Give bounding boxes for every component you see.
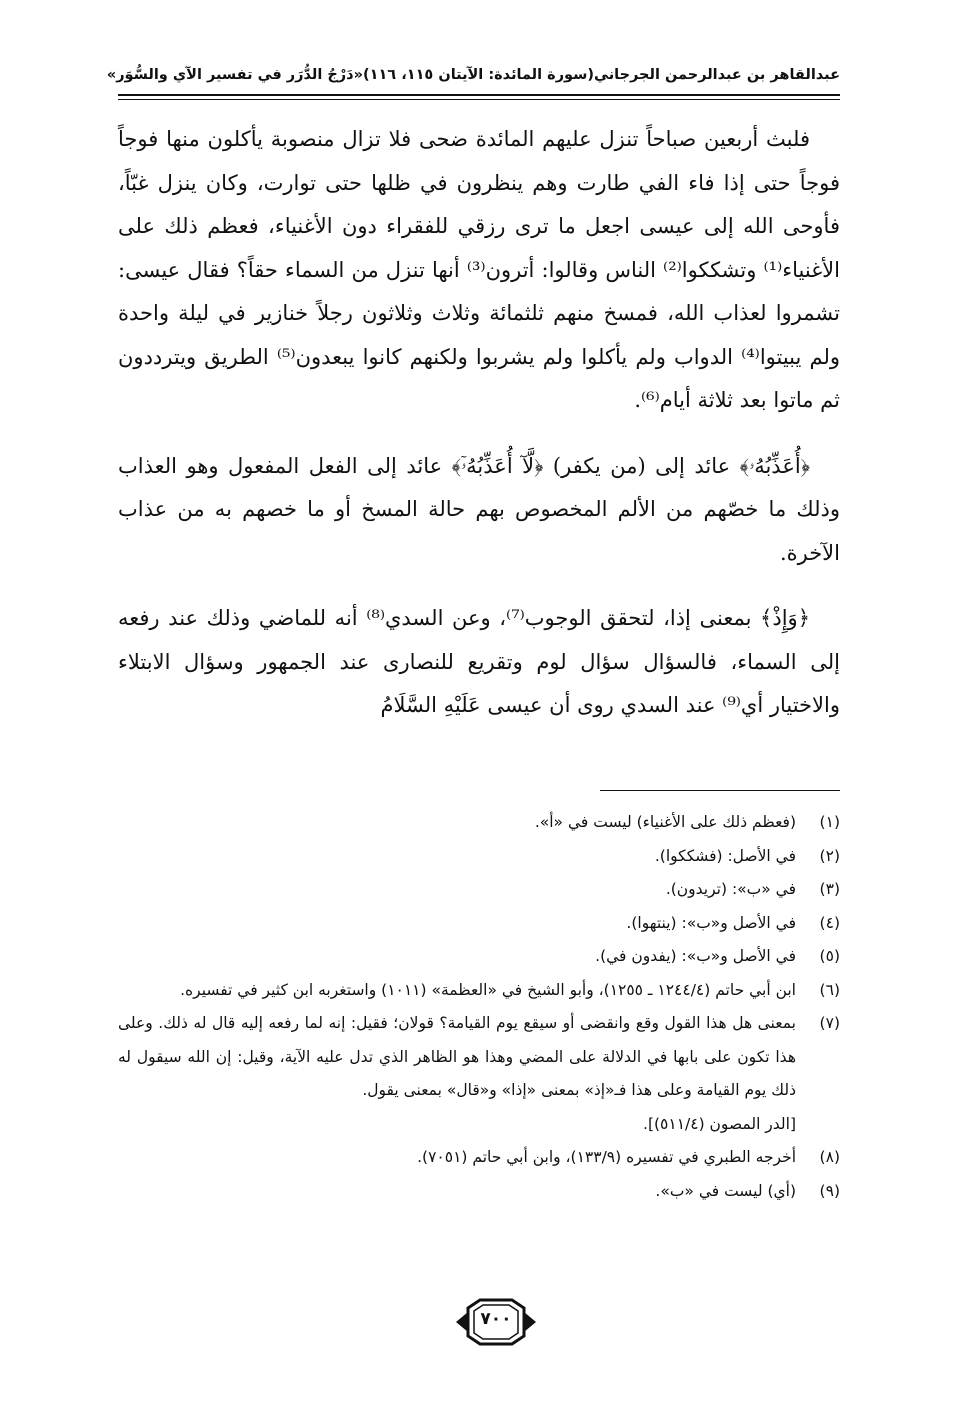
footnote-text: ابن أبي حاتم (١٢٤٤/٤ ـ ١٢٥٥)، وأبو الشيخ في «العظمة» (١٠١١) واستغربه ابن كثير في تفسيره.	[180, 980, 796, 999]
header-rule-thin	[118, 99, 840, 100]
footnote-source: [الدر المصون (٥١١/٤)].	[643, 1114, 796, 1133]
footnote-text-block	[118, 1007, 796, 1141]
header-book-title: «دَرْجُ الدُّرَر في تفسير الآي والسُّوَر»	[106, 67, 363, 83]
footnote-number: (٢)	[819, 846, 840, 865]
footnote-text: (فعظم ذلك على الأغنياء) ليست في «أ».	[534, 813, 796, 831]
header-rule	[118, 94, 840, 96]
footnote-text: في الأصل: (فشككوا).	[654, 846, 796, 865]
main-text	[118, 118, 840, 728]
footnote-text: بمعنى هل هذا القول وقع وانقضى أو سيقع يوم القيامة؟ قولان؛ فقيل: إنه لما رفعه إليه قال له ذلك. وعلى هذا تكون على بابها في الدلالة على المضي وهذا هو الظاهر الذي تدل عليه الآية، وقيل: إن الله سيقول له ذلك يوم القيامة وعلى هذا فـ«إذ» بمعنى «إذا» و«قال» بمعنى يقول.	[118, 1014, 796, 1099]
footnote-number: (٤)	[819, 913, 840, 932]
footnote-item	[118, 974, 840, 1008]
paragraph-1: فلبث أربعين صباحاً تنزل عليهم المائدة ضحى فلا تزال منصوبة يأكلون منها فوجاً فوجاً حتى إذا فاء الفي طارت وهم ينظرون في ظلها حتى توارت، وكان ينزل غبّاً، فأوحى الله إلى عيسى اجعل ما ترى رزقي للفقراء دون الأغنياء، فعظم ذلك على الأغنياء⁽¹⁾ وتشككوا⁽²⁾ الناس وقالوا: أترون⁽³⁾ أنها تنزل من السماء حقاً؟ فقال عيسى: تشمروا لعذاب الله، فمسخ منهم ثلثمائة وثلاث وثلاثون رجلاً خنازير في ليلة واحدة ولم يبيتوا⁽⁴⁾ الدواب ولم يأكلوا ولم يشربوا ولكنهم كانوا يبعدون⁽⁵⁾ الطريق ويترددون ثم ماتوا بعد ثلاثة أيام⁽⁶⁾.	[118, 127, 840, 412]
page-number-ornament	[454, 1298, 538, 1346]
footnote-text: في الأصل و«ب»: (ينتهوا).	[626, 913, 796, 932]
footnotes-list	[118, 806, 840, 1208]
footnote-number: (٨)	[819, 1148, 840, 1166]
footnote-text: أخرجه الطبري في تفسيره (١٣٣/٩)، وابن أبي حاتم (٧٠٥١).	[417, 1148, 796, 1166]
footnote-text: في «ب»: (تريدون).	[665, 880, 796, 898]
header-author: عبدالقاهر بن عبدالرحمن الجرجاني	[594, 67, 840, 83]
footnote-item	[118, 873, 840, 907]
footnote-text: (أي) ليست في «ب».	[655, 1181, 796, 1200]
footnote-number: (٣)	[819, 880, 840, 898]
footnote-item	[118, 806, 840, 840]
footnote-item	[118, 1007, 840, 1141]
footnote-number: (١)	[819, 813, 840, 831]
footnote-item	[118, 907, 840, 941]
footnote-number: (٩)	[819, 1181, 840, 1200]
running-header	[106, 58, 840, 92]
footnote-item	[118, 1141, 840, 1175]
footnote-text: في الأصل و«ب»: (يفدون في).	[595, 947, 796, 965]
paragraph-3: ﴿وَإِذْ﴾ بمعنى إذا، لتحقق الوجوب⁽⁷⁾، وعن السدي⁽⁸⁾ أنه للماضي وذلك عند رفعه إلى السماء، فالسؤال سؤال لوم وتقريع للنصارى عند الجمهور وسؤال الابتلاء والاختيار أي⁽⁹⁾ عند السدي روى أن عيسى عَلَيْهِ السَّلَامُ	[118, 606, 840, 717]
paragraph-2: ﴿أُعَذِّبُهُۥ﴾ عائد إلى (من يكفر) ﴿لَّآ أُعَذِّبُهُۥٓ﴾ عائد إلى الفعل المفعول وهو العذاب وذلك ما خصّهم من الألم المخصوص بهم حالة المسخ أو ما خصهم به من عذاب الآخرة.	[118, 453, 840, 565]
footnote-number: (٦)	[819, 980, 840, 999]
page-number: ٧٠٠	[480, 1309, 512, 1329]
footnote-separator	[600, 790, 840, 791]
footnote-number: (٥)	[819, 947, 840, 965]
footnote-number: (٧)	[819, 1014, 840, 1032]
footnote-item	[118, 940, 840, 974]
footnote-item	[118, 840, 840, 874]
footnote-item	[118, 1175, 840, 1209]
header-surah-info: (سورة المائدة: الآيتان ١١٥، ١١٦)	[362, 67, 595, 83]
